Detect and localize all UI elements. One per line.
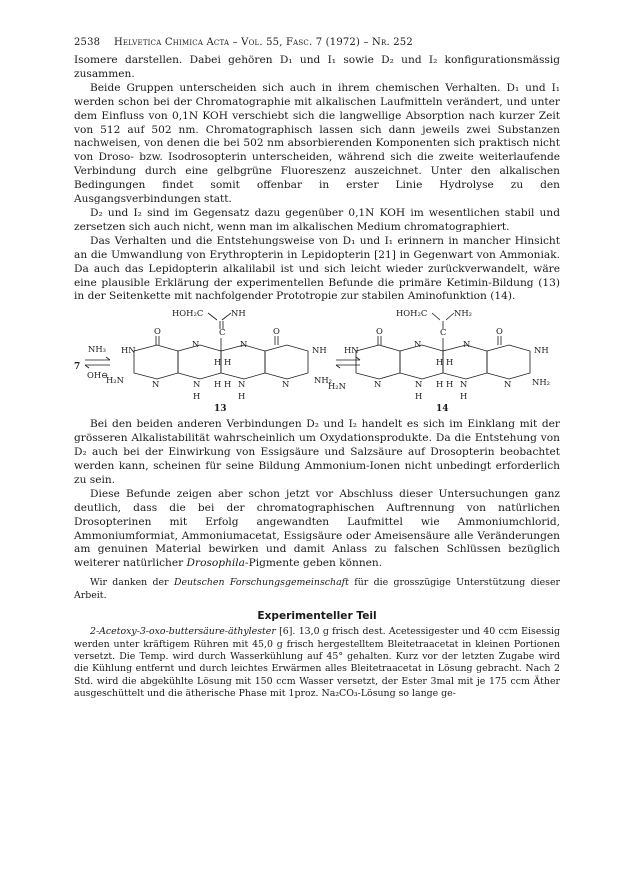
drosophila-term: Drosophila [186,557,245,570]
svg-text:NH₂: NH₂ [314,375,332,386]
svg-text:H₂N: H₂N [106,375,124,386]
c13-imine: NH [231,308,246,319]
svg-text:HN: HN [344,345,359,356]
svg-text:NH: NH [534,345,549,356]
svg-text:HN: HN [121,345,136,356]
svg-text:N: N [504,379,512,390]
paragraph-2: Beide Gruppen unterscheiden sich auch in ihrem chemischen Verhalten. D₁ und I₁ werden schon bei der Chromatographie mit alkalischen Laufmitteln verändert, und unter dem Einfluss von 0,1N KOH verschiebt sich die langwellige Absorption nach kurzer Zeit von 512 auf 502 nm. Chromatographisch lassen sich dann jeweils zwei Substanzen nachweisen, von denen die bei 502 nm absorbierenden Komponenten sich praktisch nicht von Droso- bzw. Isodrosopterin unterscheiden, während sich die zweite weiterlaufende Verbindung durch eine gelbgrüne Fluoreszenz auszeichnet. Unter den alkalischen Bedingungen findet somit offenbar in erster Linie Hydrolyse zu den Ausgangsverbindungen statt. [74,81,560,206]
svg-text:O: O [496,326,503,337]
svg-text:H H: H H [436,357,454,368]
paragraph-6: Diese Befunde zeigen aber schon jetzt vor Abschluss dieser Untersuchungen ganz deutlich, dass die bei der chromatographischen Auftrennung von natürlichen Drosopterinen mit Erfolg angewandten Laufmittel wie Ammoniumchlorid, Ammoniumformiat, Ammoniumacetat, Essigsäure oder Ameisensäure alle Veränderungen am genuinen Material bewirken und damit Anlass zu falschen Schlüssen bezüglich weiterer natürlicher Drosophila-Pigmente geben können. [74,487,560,570]
svg-text:H: H [238,391,246,402]
svg-text:H H: H H [436,379,454,390]
scheme-start-label: 7 [74,362,81,373]
funding-agency: Deutschen Forschungsgemeinschaft [173,577,349,589]
svg-text:N: N [414,339,422,350]
svg-text:N: N [415,379,423,390]
svg-text:N: N [282,379,290,390]
svg-text:H₂N: H₂N [328,381,346,392]
svg-text:H: H [193,391,201,402]
reaction-scheme-drawing [74,307,560,413]
c14-side-chain: HOH₂C [396,308,428,319]
section-heading: Experimenteller Teil [257,610,377,623]
svg-text:C: C [219,327,226,338]
svg-text:N: N [152,379,160,390]
svg-text:O: O [376,326,383,337]
svg-text:N: N [193,379,201,390]
svg-text:C: C [440,327,447,338]
svg-text:NH₂: NH₂ [532,377,550,388]
paragraph-4: Das Verhalten und die Entstehungsweise von D₁ und I₁ erinnern in mancher Hinsicht an die Umwandlung von Erythropterin in Lepidopterin [21] in Gegenwart von Ammoniak. Da auch das Lepidopterin alkalilabil ist und sich leicht wieder zurückverwandelt, wäre eine plausible Erklärung der experimentellen Befunde die primäre Ketimin-Bildung (13) in der Seitenkette mit nachfolgender Prototropie zur stabilen Aminofunktion (14). [74,234,560,303]
svg-text:N: N [463,339,471,350]
svg-text:O: O [154,326,161,337]
compound-name: 2-Acetoxy-3-oxo-buttersäure-äthylester [90,626,276,638]
svg-text:N: N [238,379,246,390]
compound-14-structure [328,308,550,413]
c14-amine: NH₂ [454,308,472,319]
svg-text:O: O [273,326,280,337]
running-title: Helvetica Chimica Acta – Vol. 55, Fasc. 7 (1972) – Nr. 252 [114,37,413,48]
compound-14-label: 14 [436,404,449,414]
acknowledgement: Wir danken der Deutschen Forschungsgemeinschaft für die grosszügige Unterstützung dieser Arbeit. [74,577,561,601]
reaction-scheme [74,307,560,413]
svg-text:N: N [460,379,468,390]
running-header [74,36,560,50]
compound-13-label: 13 [214,404,227,414]
svg-text:H H: H H [214,357,232,368]
svg-text:H: H [460,391,468,402]
experimental-paragraph: 2-Acetoxy-3-oxo-buttersäure-äthylester [6]. 13,0 g frisch dest. Acetessigester und 40 ccm Eisessig werden unter kräftigem Rühren mit 45,0 g frisch hergestelltem Bleitetraacetat in kleinen Portionen versetzt. Die Temp. wird durch Wasserkühlung auf 45° gehalten. Kurz vor der letzten Zugabe wird die Kühlung entfernt und durch leichtes Erwärmen alles Bleitetraacetat in Lösung gebracht. Nach 2 Std. wird die abgekühlte Lösung mit 150 ccm Wasser versetzt, der Ester 3mal mit je 175 ccm Äther ausgeschüttelt und die ätherische Phase mit 1proz. Na₂CO₃-Lösung so lange ge- [74,626,561,700]
page-number: 2538 [74,37,101,48]
compound-13-structure [106,308,332,413]
svg-text:H: H [415,391,423,402]
paragraph-3: D₂ und I₂ sind im Gegensatz dazu gegenüber 0,1N KOH im wesentlichen stabil und zersetzen sich auch nicht, wenn man im alkalischen Medium chromatographiert. [74,206,560,233]
scheme-reagent-bottom: OH⊖ [87,370,109,381]
c13-side-chain: HOH₂C [172,308,204,319]
paragraph-1: Isomere darstellen. Dabei gehören D₁ und I₁ sowie D₂ und I₂ konfigurationsmässig zusammen. [74,54,560,80]
page [74,36,560,701]
svg-text:NH: NH [312,345,327,356]
paragraph-5: Bei den beiden anderen Verbindungen D₂ und I₂ handelt es sich im Einklang mit der grösseren Alkalistabilität wahrscheinlich um Oxydationsprodukte. Da die Entstehung von D₂ auch bei der Einwirkung von Essigsäure und Salzsäure auf Drosopterin beobachtet werden kann, scheinen für seine Bildung Ammonium-Ionen nicht unbedingt erforderlich zu sein. [74,418,560,486]
scheme-reagent-top: NH₃ [88,344,106,355]
svg-text:N: N [374,379,382,390]
svg-text:N: N [192,339,200,350]
svg-text:N: N [240,339,248,350]
svg-text:H H: H H [214,379,232,390]
